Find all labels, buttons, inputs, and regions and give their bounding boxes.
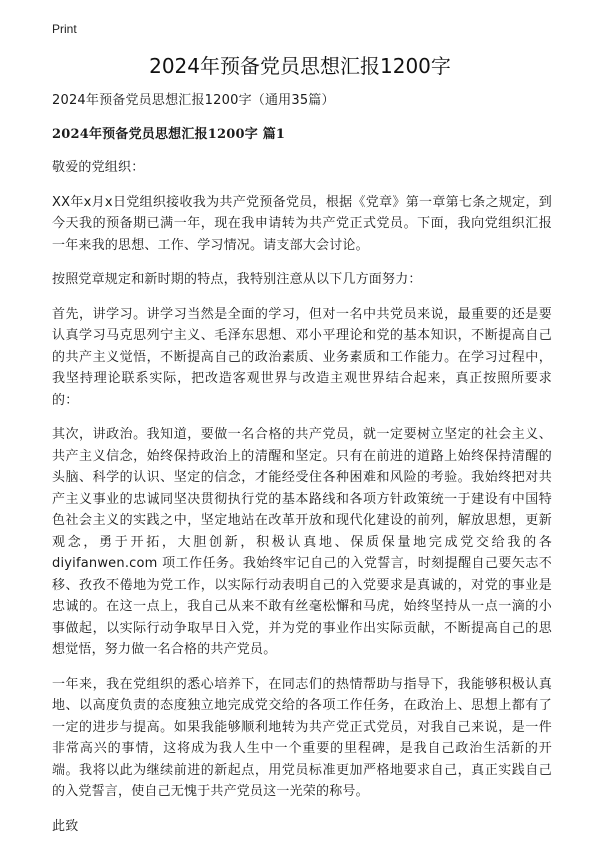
print-link[interactable]: Print — [52, 22, 77, 36]
paragraph: 其次，讲政治。我知道，要做一名合格的共产党员，就一定要树立坚定的社会主义、共产主义信念，始终保持政治上的清醒和坚定。只有在前进的道路上始终保持清醒的头脑、科学的认识、坚定的信念，才能经受住各种困难和风险的考验。我始终把对共产主义事业的忠诚同坚决贯彻执行党的基本路线和各项方针政策统一于建设有中国特色社会主义的实践之中，坚定地站在改革开放和现代化建设的前列，解放思想，更新观念，勇于开拓，大胆创新，积极认真地、保质保量地完成党交给我的各diyifanwen.com 项工作任务。我始终牢记自己的入党誓言，时刻提醒自己要矢志不移、孜孜不倦地为党工作，以实际行动表明自己的入党要求是真诚的，对党的事业是忠诚的。在这一点上，我自己从来不敢有丝毫松懈和马虎，始终坚持从一点一滴的小事做起，以实际行动争取早日入党，并为党的事业作出实际贡献，不断提高自己的思想觉悟，努力做一名合格的共产党员。 — [52, 427, 552, 657]
salutation: 敬爱的党组织： — [52, 160, 145, 175]
section-heading: 2024年预备党员思想汇报1200字 篇1 — [52, 126, 286, 142]
document-body — [52, 90, 552, 850]
document-subtitle: 2024年预备党员思想汇报1200字（通用35篇） — [52, 93, 335, 108]
closing: 此致 — [52, 818, 79, 834]
paragraph: 首先，讲学习。讲学习当然是全面的学习，但对一名中共党员来说，最重要的还是要认真学习马克思列宁主义、毛泽东思想、邓小平理论和党的基本知识，不断提高自己的共产主义觉悟，不断提高自己的政治素质、业务素质和工作能力。在学习过程中，我坚持理论联系实际，把改造客观世界与改造主观世界结合起来，真正按照所要求的： — [52, 306, 552, 408]
paragraph: 一年来，我在党组织的悉心培养下，在同志们的热情帮助与指导下，我能够积极认真地、以高度负责的态度独立地完成党交给的各项工作任务，在政治上、思想上都有了一定的进步与提高。如果我能够顺利地转为共产党正式党员，对我自己来说，是一件非常高兴的事情，这将成为我人生中一个重要的里程碑，是我自己政治生活新的开端。我将以此为继续前进的新起点，用党员标准更加严格地要求自己，真正实践自己的入党誓言，使自己无愧于共产党员这一光荣的称号。 — [52, 676, 552, 799]
paragraph: XX年x月x日党组织接收我为共产党预备党员，根据《党章》第一章第七条之规定，到今天我的预备期已满一年，现在我申请转为共产党正式党员。下面，我向党组织汇报一年来我的思想、工作、学习情况。请支部大会讨论。 — [52, 194, 552, 253]
paragraph: 按照党章规定和新时期的特点，我特别注意从以下几方面努力： — [52, 272, 422, 287]
document-title: 2024年预备党员思想汇报1200字 — [149, 54, 451, 78]
